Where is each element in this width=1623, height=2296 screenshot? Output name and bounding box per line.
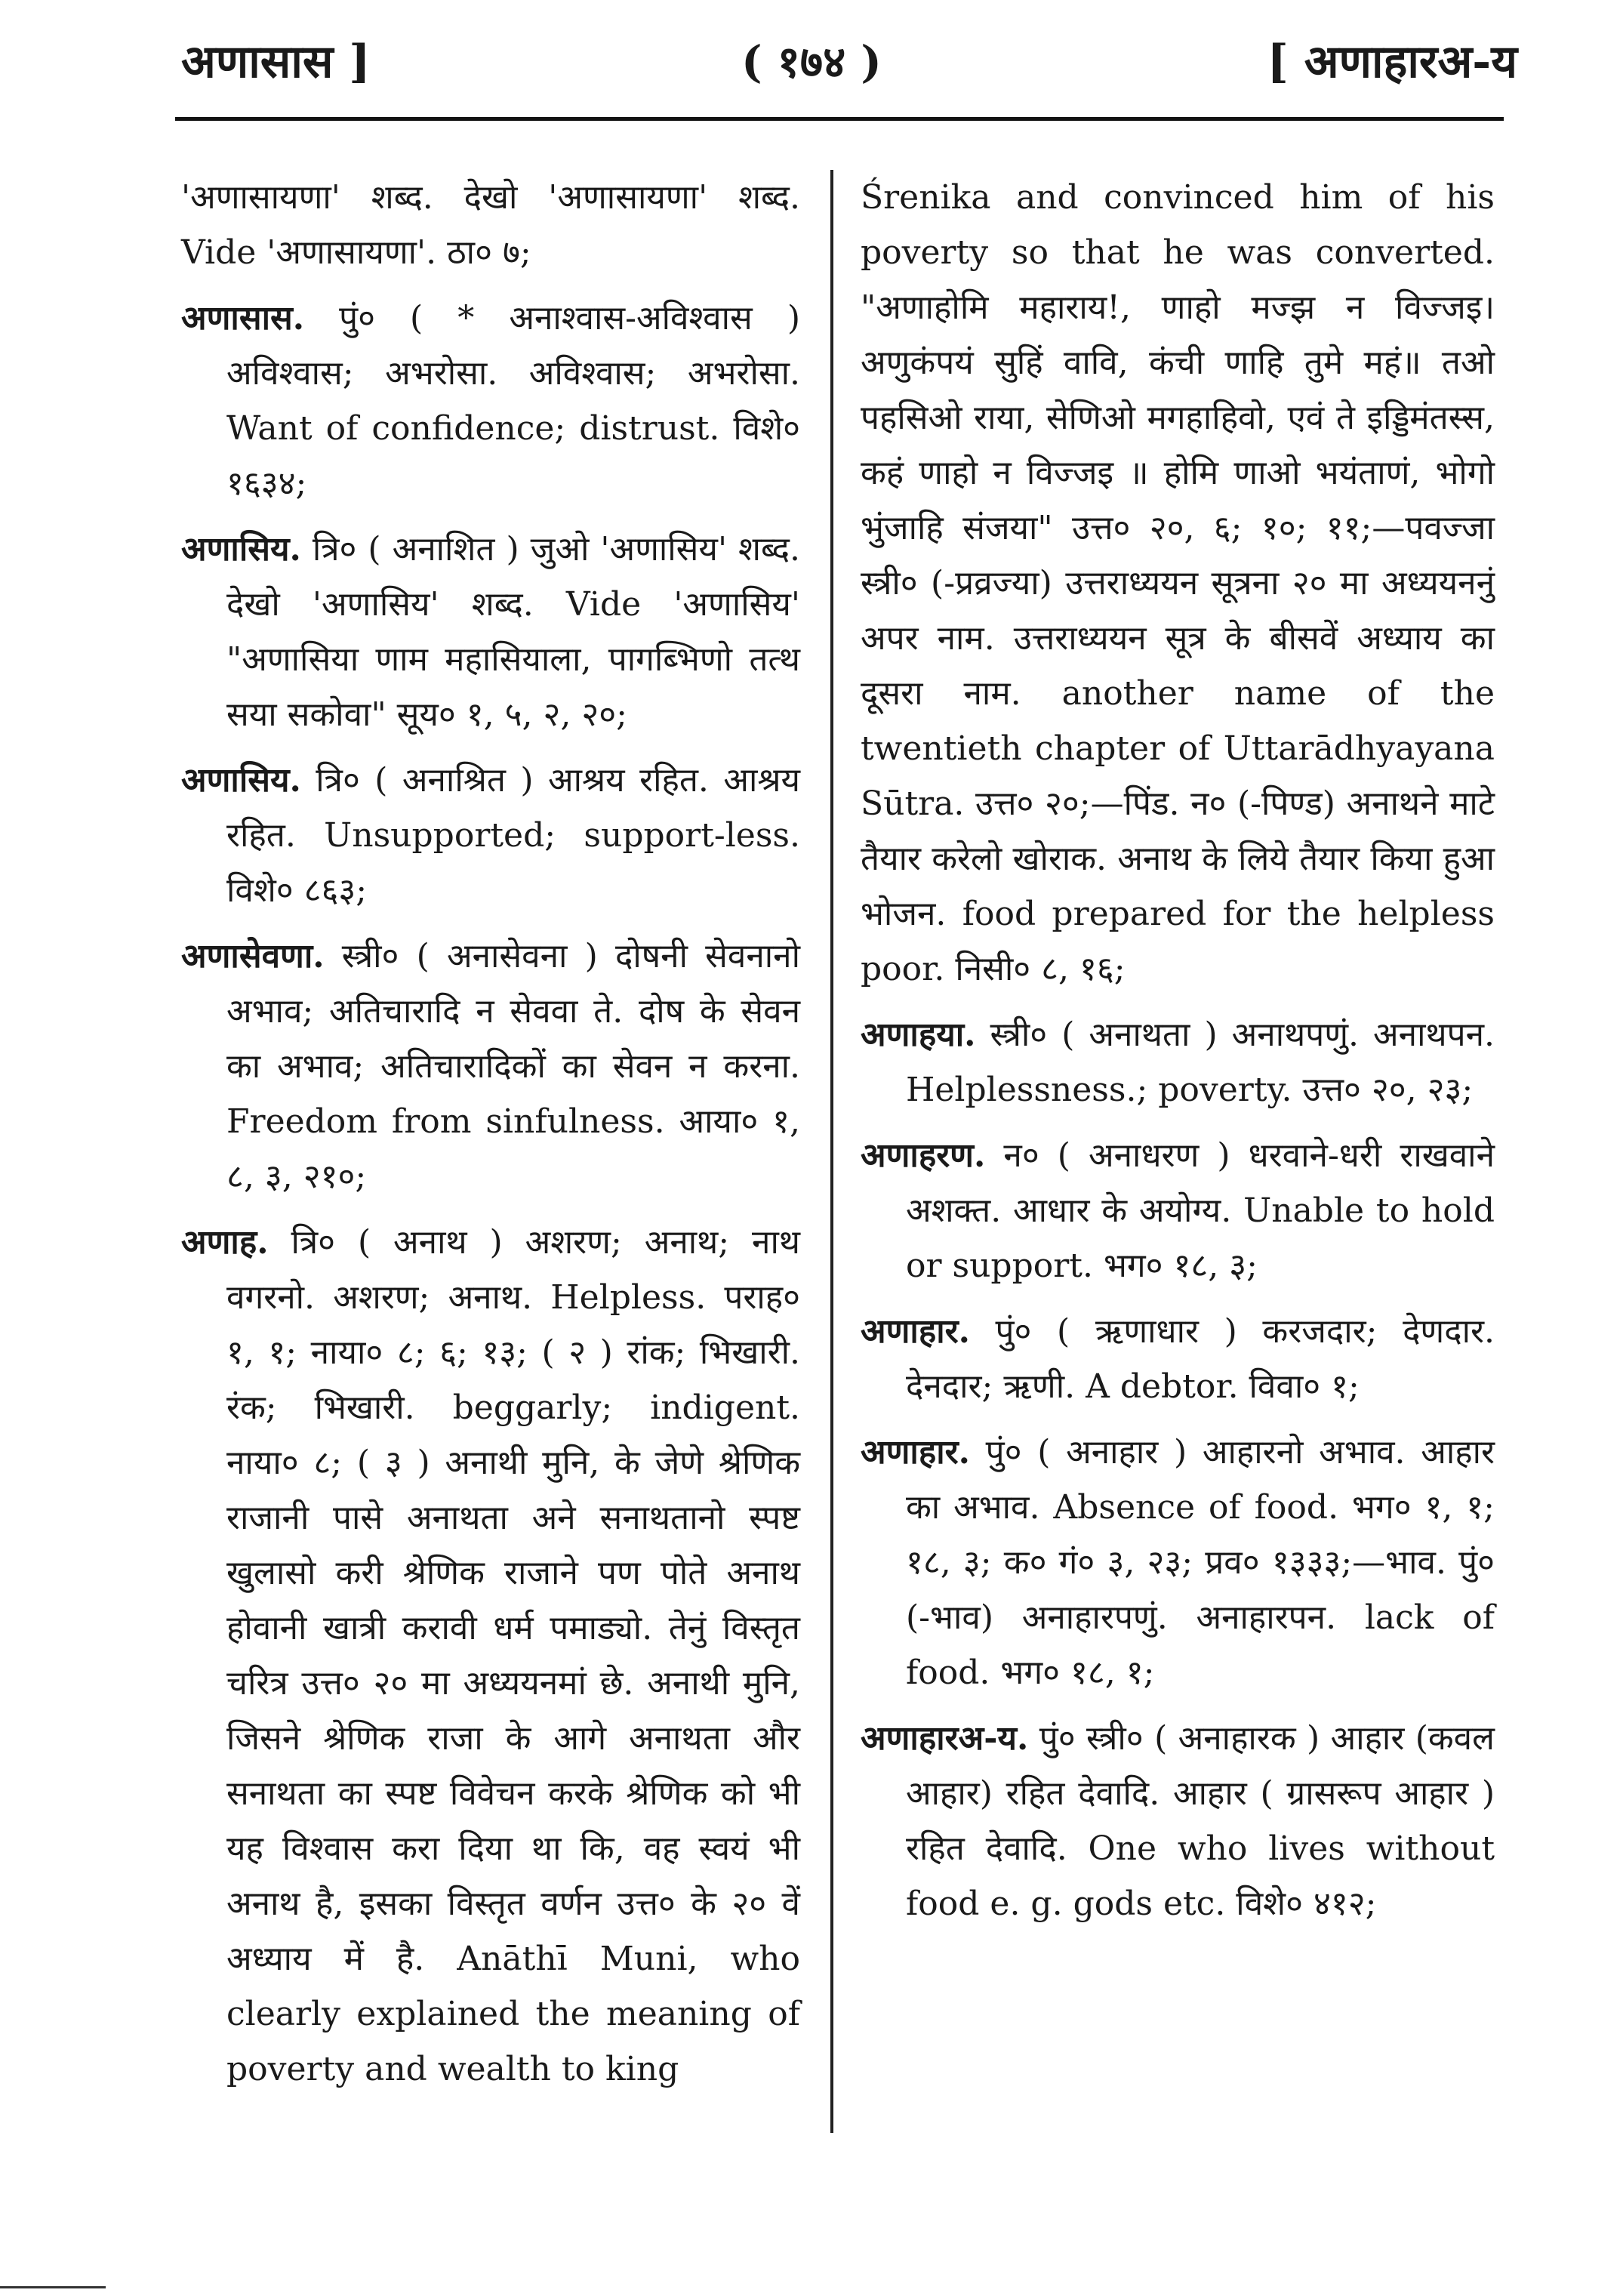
dictionary-entry [861, 1128, 1495, 1293]
dictionary-entry [861, 1304, 1495, 1414]
entry-text: पुं० ( अनाहार ) आहारनो अभाव. आहार का अभाव. Absence of food. भग० १, १; १८, ३; क० गं० ३, २३; प्रव० १३३३;—भाव. पुं० (-भाव) अनाहारपणुं. अनाहारपन. lack of food. भग० १८, १; [906, 1433, 1495, 1692]
dictionary-entry [181, 929, 800, 1204]
entry-text: पुं० ( * अनाश्वास-अविश्वास ) अविश्वास; अभरोसा. अविश्वास; अभरोसा. Want of confidence; distrust. विशे० १६३४; [226, 299, 800, 503]
entry-headword: अणासिय. [181, 530, 301, 569]
dictionary-entry [181, 291, 800, 511]
entry-text: त्रि० ( अनाशित ) जुओ 'अणासिय' शब्द. देखो 'अणासिय' शब्द. Vide 'अणासिय' "अणासिया णाम महासियाला, पागब्भिणो तत्थ सया सकोवा" सूय० १, ५, २, २०; [226, 530, 800, 734]
dictionary-entry [861, 1007, 1495, 1117]
entry-headword: अणाहार. [861, 1312, 970, 1351]
scan-edge-line [0, 2286, 106, 2288]
entry-headword: अणाहारअ-य. [861, 1719, 1029, 1758]
entry-text: त्रि० ( अनाथ ) अशरण; अनाथ; नाथ वगरनो. अशरण; अनाथ. Helpless. पराह० १, १; नाया० ८; ६; १३; ( २ ) रांक; भिखारी. रंक; भिखारी. beggarly; indigent. नाया० ८; ( ३ ) अनाथी मुनि, के जेणे श्रेणिक राजानी पासे अनाथता अने सनाथतानो स्पष्ट खुलासो करी श्रेणिक राजाने पण पोते अनाथ होवानी खात्री करावी धर्म पमाड्यो. तेनुं विस्तृत चरित्र उत्त० २० मा अध्ययनमां छे. अनाथी मुनि, जिसने श्रेणिक राजा के आगे अनाथता और सनाथता का स्पष्ट विवेचन करके श्रेणिक को भी यह विश्वास करा दिया था कि, वह स्वयं भी अनाथ है, इसका विस्तृत वर्णन उत्त० के २० वें अध्याय में है. Anāthī Muni, who clearly explained the meaning of poverty and wealth to king [226, 1223, 800, 2088]
right-column [861, 170, 1495, 1942]
dictionary-entry [181, 1215, 800, 2097]
page-header [0, 0, 1623, 128]
entry-text: Śrenika and convinced him of his poverty so that he was converted. "अणाहोमि महाराय!, णाहो मज्झ न विज्जइ। अणुकंपयं सुहिं वावि, कंची णाहि तुमे महं॥ तओ पहसिओ राया, सेणिओ मगहाहिवो, एवं ते इड्डिमंतस्स, कहं णाहो न विज्जइ ॥ होमि णाओ भयंताणं, भोगो भुंजाहि संजया" उत्त० २०, ६; १०; ११;—पवज्जा स्त्री० (-प्रव्रज्या) उत्तराध्ययन सूत्रना २० मा अध्ययननुं अपर नाम. उत्तराध्ययन सूत्र के बीसवें अध्याय का दूसरा नाम. another name of the twentieth chapter of Uttarādhyayana Sūtra. उत्त० २०;—पिंड. न० (-पिण्ड) अनाथने माटे तैयार करेलो खोराक. अनाथ के लिये तैयार किया हुआ भोजन. food prepared for the helpless poor. निसी० ८, १६; [861, 178, 1495, 988]
entry-text: स्त्री० ( अनासेवना ) दोषनी सेवनानो अभाव; अतिचारादि न सेववा ते. दोष के सेवन का अभाव; अतिचारादिकों का सेवन न करना. Freedom from sinfulness. आया० १, ८, ३, २१०; [226, 937, 800, 1196]
entry-headword: अणासेवणा. [181, 937, 325, 975]
entry-headword: अणाहार. [861, 1433, 970, 1472]
left-column [181, 170, 800, 2107]
entry-text: पुं० ( ऋणाधार ) करजदार; देणदार. देनदार; ऋणी. A debtor. विवा० १; [906, 1312, 1495, 1406]
dictionary-entry [181, 753, 800, 918]
entry-headword: अणाहया. [861, 1015, 976, 1054]
entry-headword: अणासिय. [181, 761, 301, 800]
entry-text: स्त्री० ( अनाथता ) अनाथपणुं. अनाथपन. Helplessness.; poverty. उत्त० २०, २३; [906, 1015, 1495, 1109]
entry-text: पुं० स्त्री० ( अनाहारक ) आहार (कवल आहार) रहित देवादि. आहार ( ग्रासरूप आहार ) रहित देवादि. One who lives without food e. g. gods etc. विशे० ४१२; [906, 1719, 1495, 1923]
dictionary-entry [861, 1425, 1495, 1700]
header-left-guide-word: अणासास ] [181, 35, 371, 88]
page-number: ( १७४ ) [741, 36, 882, 88]
entry-text: त्रि० ( अनाश्रित ) आश्रय रहित. आश्रय रहित. Unsupported; support-less. विशे० ८६३; [226, 761, 800, 910]
entry-text: न० ( अनाधरण ) धरवाने-धरी राखवाने अशक्त. आधार के अयोग्य. Unable to hold or support. भग० १८, ३; [906, 1136, 1495, 1285]
dictionary-entry [181, 522, 800, 742]
entry-headword: अणासास. [181, 299, 305, 337]
dictionary-entry [861, 1711, 1495, 1931]
header-rule [175, 117, 1504, 121]
entry-text: 'अणासायणा' शब्द. देखो 'अणासायणा' शब्द. Vide 'अणासायणा'. ठा० ७; [181, 178, 800, 272]
header-right-guide-word: [ अणाहारअ-य [1267, 35, 1517, 88]
dictionary-entry [861, 170, 1495, 997]
dictionary-entry [181, 170, 800, 280]
entry-headword: अणाहरण. [861, 1136, 986, 1175]
entry-headword: अणाह. [181, 1223, 269, 1262]
column-divider [830, 170, 833, 2133]
